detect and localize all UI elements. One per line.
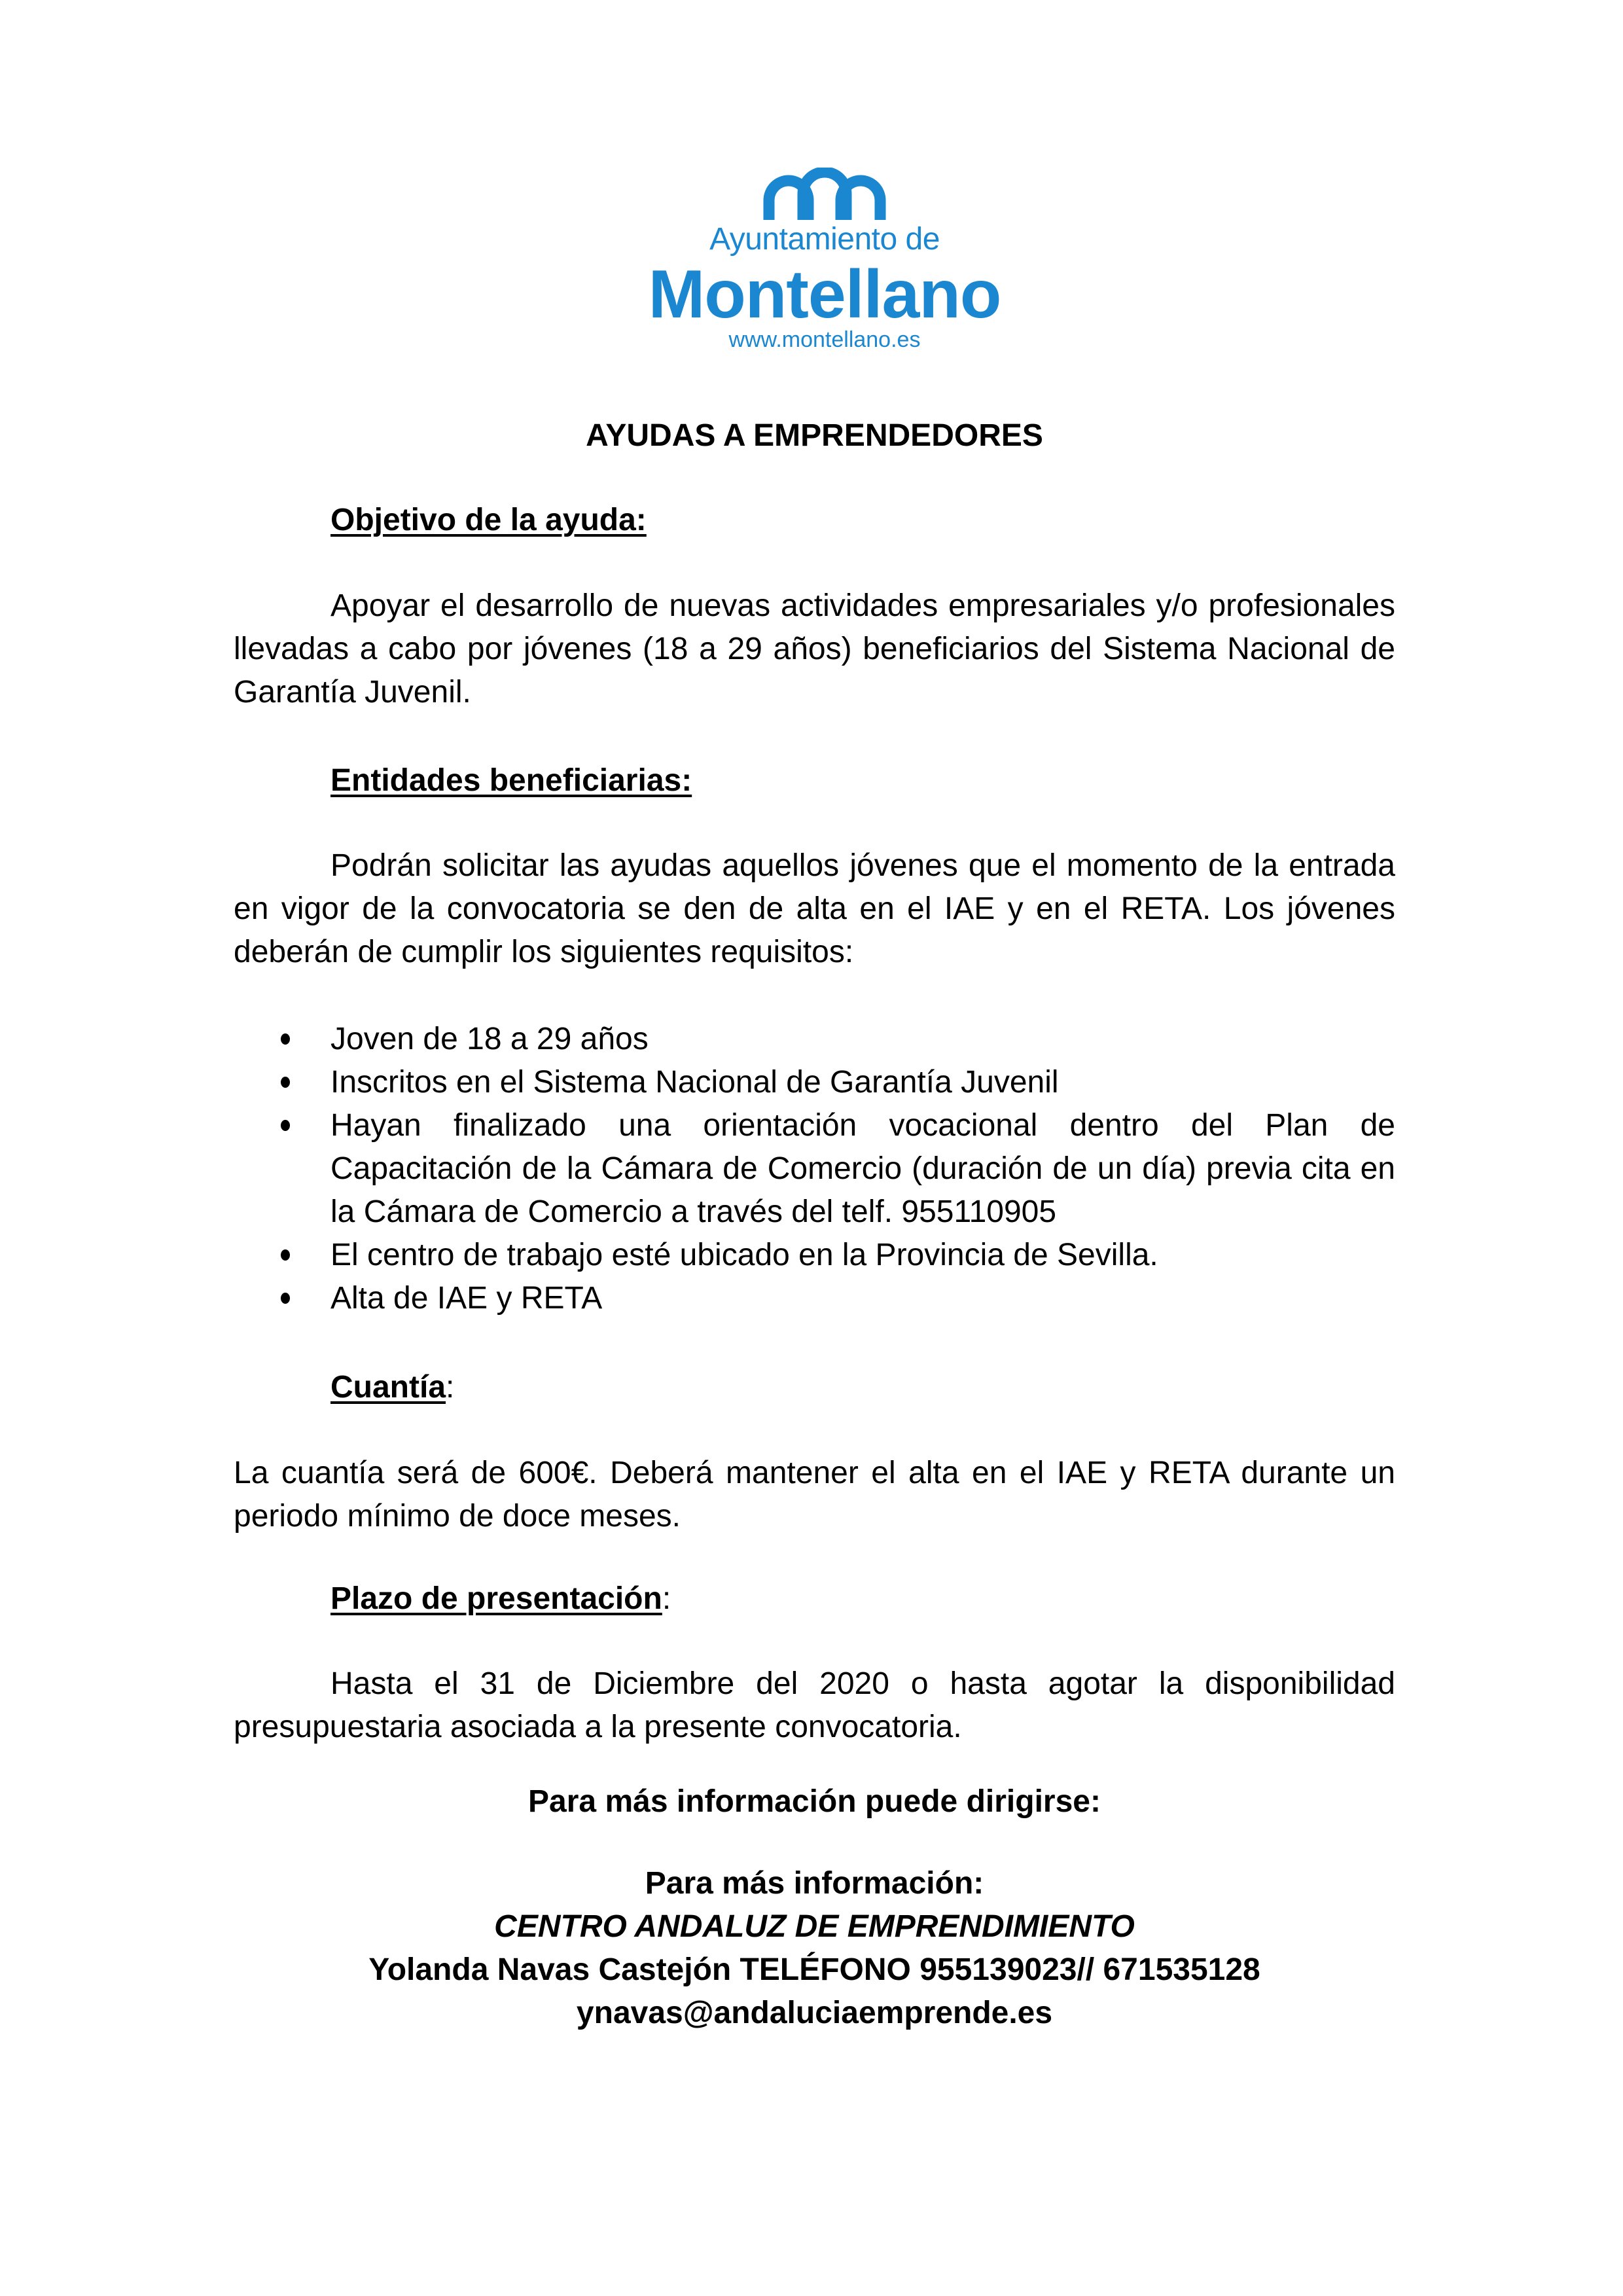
list-item-text: Alta de IAE y RETA — [330, 1281, 603, 1316]
bullet-icon — [281, 1077, 290, 1088]
heading-text: Cuantía — [330, 1370, 446, 1405]
bullet-icon — [281, 1033, 290, 1045]
logo-town-name: Montellano — [648, 257, 1001, 332]
bullet-icon — [281, 1249, 290, 1261]
list-item — [234, 1061, 1395, 1104]
list-item — [234, 1104, 1395, 1234]
section-heading-plazo — [330, 1579, 671, 1619]
list-item-text: Joven de 18 a 29 años — [330, 1022, 649, 1056]
three-arches-icon — [762, 168, 887, 220]
section-body-plazo: Hasta el 31 de Diciembre del 2020 o hasta agotar la disponibilidad presupuestaria asociada a la presente convocatoria. — [234, 1666, 1395, 1744]
section-heading-cuantia — [330, 1368, 454, 1407]
document-title: AYUDAS A EMPRENDEDORES — [586, 418, 1043, 453]
contact-label: Para más información: — [645, 1866, 984, 1901]
section-body-cuantia: La cuantía será de 600€. Deberá mantener el alta en el IAE y RETA durante un periodo mínimo de doce meses. — [234, 1456, 1395, 1534]
contact-person-phone: Yolanda Navas Castejón TELÉFONO 955139023// 671535128 — [368, 1952, 1260, 1987]
contact-organization: CENTRO ANDALUZ DE EMPRENDIMIENTO — [494, 1909, 1135, 1944]
requirements-list — [234, 1018, 1395, 1320]
list-item — [234, 1018, 1395, 1061]
bullet-icon — [281, 1120, 290, 1131]
heading-text: Entidades beneficiarias: — [330, 763, 692, 798]
list-item-text: Hayan finalizado una orientación vocacional dentro del Plan de Capacitación de la Cámara de Comercio (duración de un día) previa cita en la Cámara de Comercio a través del telf. 955110905 — [330, 1108, 1395, 1229]
more-info-intro: Para más información puede dirigirse: — [528, 1784, 1101, 1819]
list-item-text: Inscritos en el Sistema Nacional de Garantía Juvenil — [330, 1065, 1059, 1100]
bullet-icon — [281, 1293, 290, 1304]
section-heading-objetivo — [330, 501, 647, 540]
list-item-text: El centro de trabajo esté ubicado en la Provincia de Sevilla. — [330, 1238, 1158, 1272]
logo-website-link[interactable]: www.montellano.es — [728, 327, 921, 352]
section-heading-entidades — [330, 761, 692, 800]
ayuntamiento-logo — [648, 164, 1001, 360]
section-body-entidades: Podrán solicitar las ayudas aquellos jóvenes que el momento de la entrada en vigor de la convocatoria se den de alta en el IAE y en el RETA. Los jóvenes deberán de cumplir los siguientes requisitos: — [234, 848, 1395, 969]
list-item — [234, 1277, 1395, 1320]
heading-suffix: : — [662, 1581, 671, 1616]
section-body-objetivo: Apoyar el desarrollo de nuevas actividades empresariales y/o profesionales llevadas a cabo por jóvenes (18 a 29 años) beneficiarios del Sistema Nacional de Garantía Juvenil. — [234, 588, 1395, 709]
list-item — [234, 1234, 1395, 1277]
contact-email-link[interactable]: ynavas@andaluciaemprende.es — [576, 1996, 1053, 2030]
logo-subtitle: Ayuntamiento de — [709, 222, 940, 257]
heading-text: Plazo de presentación — [330, 1581, 662, 1616]
heading-text: Objetivo de la ayuda: — [330, 503, 647, 537]
heading-suffix: : — [446, 1370, 455, 1405]
